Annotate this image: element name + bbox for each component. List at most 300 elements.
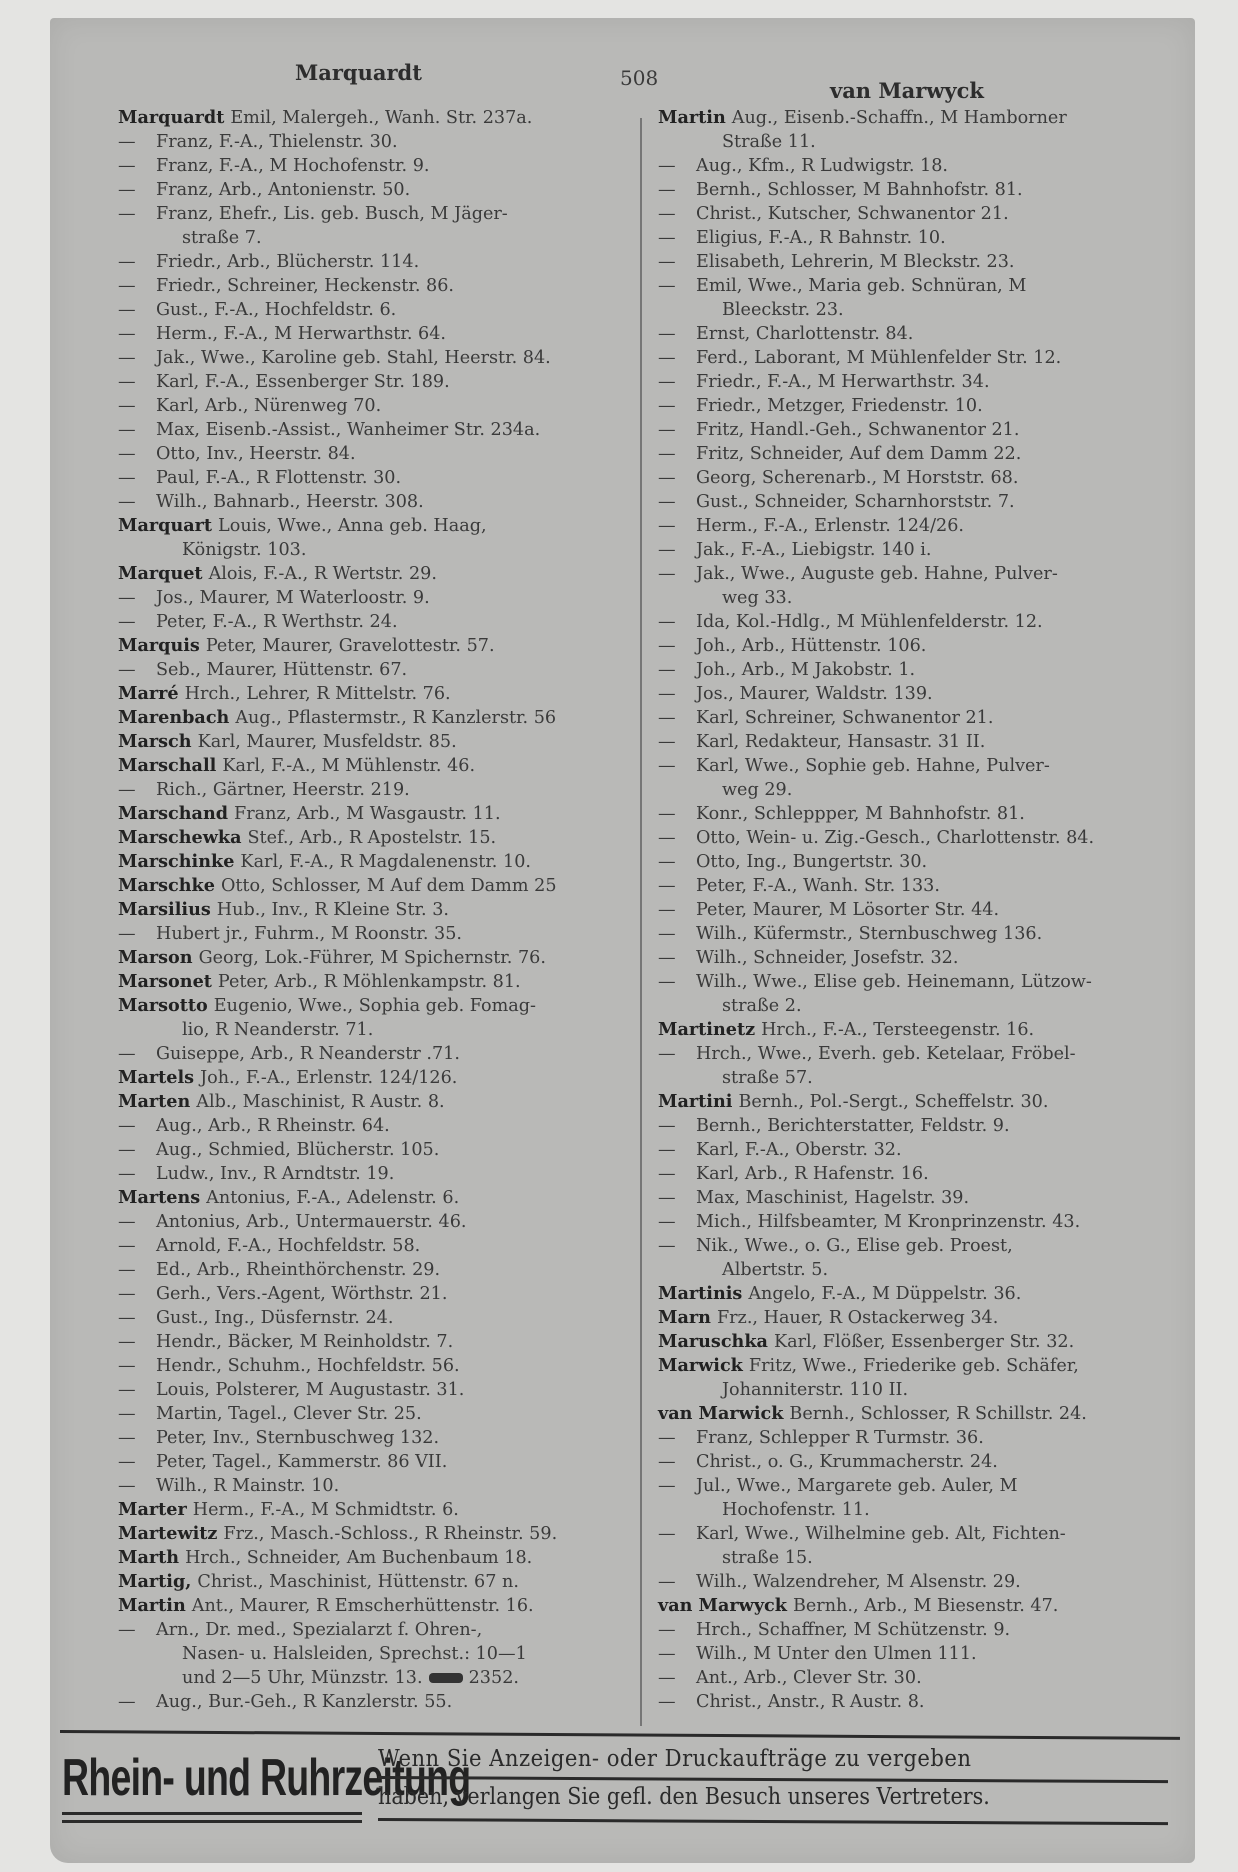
- ditto-dash: —: [118, 1116, 136, 1136]
- entry-details: Otto, Wein- u. Zig.-Gesch., Charlottenstr. 84.: [696, 828, 1095, 848]
- directory-entry: [118, 1570, 658, 1594]
- directory-entry: [640, 1018, 1185, 1042]
- ditto-dash: —: [118, 1140, 136, 1160]
- entry-details: Fritz, Handl.-Geh., Schwanentor 21.: [696, 420, 1020, 440]
- directory-entry: [118, 418, 658, 442]
- entry-details: Bernh., Berichterstatter, Feldstr. 9.: [696, 1116, 1010, 1136]
- ditto-dash: —: [118, 468, 136, 488]
- ditto-dash: —: [118, 924, 136, 944]
- entry-details: Fritz, Schneider, Auf dem Damm 22.: [696, 444, 1022, 464]
- ditto-dash: —: [658, 1140, 676, 1160]
- entry-surname: Marn: [658, 1307, 711, 1328]
- ad-mid-rule: [378, 1776, 1168, 1783]
- ditto-dash: —: [118, 1236, 136, 1256]
- page-header: [50, 46, 1195, 103]
- directory-entry: [118, 514, 658, 562]
- directory-entry: [118, 586, 658, 610]
- entry-continuation-text: lio, R Neanderstr. 71.: [182, 1020, 374, 1040]
- directory-entry: [640, 1138, 1185, 1162]
- directory-entry: [640, 1690, 1185, 1714]
- directory-entry: [118, 802, 658, 826]
- entry-details: Bernh., Schlosser, R Schillstr. 24.: [789, 1404, 1087, 1424]
- directory-entry: [640, 250, 1185, 274]
- ditto-dash: —: [118, 1212, 136, 1232]
- ad-title-underline: [62, 1820, 362, 1823]
- entry-details: Hendr., Schuhm., Hochfeldstr. 56.: [156, 1356, 460, 1376]
- entry-surname: Marsch: [118, 731, 192, 752]
- ditto-dash: —: [658, 204, 676, 224]
- entry-details: Angelo, F.-A., M Düppelstr. 36.: [748, 1284, 1022, 1304]
- directory-entry: [118, 1354, 658, 1378]
- ditto-dash: —: [658, 1644, 676, 1664]
- directory-entry: [640, 154, 1185, 178]
- entry-surname: Marquet: [118, 563, 203, 584]
- entry-details: Wilh., Bahnarb., Heerstr. 308.: [156, 492, 424, 512]
- header-left-catchword: Marquardt: [295, 60, 422, 85]
- entry-continuation-text: straße 2.: [722, 996, 802, 1016]
- entry-details: Antonius, Arb., Untermauerstr. 46.: [156, 1212, 467, 1232]
- ditto-dash: —: [658, 828, 676, 848]
- entry-details: Karl, F.-A., Essenberger Str. 189.: [156, 372, 450, 392]
- entry-details: Christ., Kutscher, Schwanentor 21.: [696, 204, 1009, 224]
- entry-surname: Marschewka: [118, 827, 242, 848]
- ditto-dash: —: [118, 1284, 136, 1304]
- directory-entry: [118, 970, 658, 994]
- entry-details: Peter, Inv., Sternbuschweg 132.: [156, 1428, 440, 1448]
- entry-continuation-text: Nasen- u. Halsleiden, Sprechst.: 10—1: [182, 1644, 527, 1664]
- entry-details: Friedr., Arb., Blücherstr. 114.: [156, 252, 420, 272]
- directory-entry: [118, 1522, 658, 1546]
- ad-top-rule: [60, 1730, 1180, 1740]
- directory-entry: [118, 754, 658, 778]
- entry-details: Franz, Ehefr., Lis. geb. Busch, M Jäger-: [156, 204, 508, 224]
- entry-surname: Martinetz: [658, 1019, 756, 1040]
- entry-details: Franz, Schlepper R Turmstr. 36.: [696, 1428, 984, 1448]
- entry-continuation: [118, 538, 658, 562]
- entry-details: Franz, Arb., M Wasgaustr. 11.: [234, 804, 501, 824]
- directory-entry: [118, 1426, 658, 1450]
- entry-details: Hub., Inv., R Kleine Str. 3.: [216, 900, 449, 920]
- entry-details: Jos., Maurer, M Waterloostr. 9.: [156, 588, 430, 608]
- entry-details: Ant., Arb., Clever Str. 30.: [696, 1668, 922, 1688]
- ditto-dash: —: [658, 492, 676, 512]
- entry-details: Paul, F.-A., R Flottenstr. 30.: [156, 468, 402, 488]
- entry-details: Georg, Scherenarb., M Horststr. 68.: [696, 468, 1019, 488]
- ditto-dash: —: [658, 1668, 676, 1688]
- directory-entry: [640, 898, 1185, 922]
- ditto-dash: —: [658, 876, 676, 896]
- ditto-dash: —: [118, 1620, 136, 1640]
- directory-entry: [640, 634, 1185, 658]
- entry-surname: Martewitz: [118, 1523, 218, 1544]
- entry-surname: Marschall: [118, 755, 217, 776]
- directory-entry: [640, 610, 1185, 634]
- directory-entry: [118, 1594, 658, 1618]
- directory-entry: [118, 1690, 658, 1714]
- entry-details: Joh., F.-A., Erlenstr. 124/126.: [200, 1068, 458, 1088]
- directory-entry: [118, 298, 658, 322]
- directory-entry: [640, 346, 1185, 370]
- directory-entry: [118, 682, 658, 706]
- directory-entry: [640, 1186, 1185, 1210]
- directory-entry: [118, 1258, 658, 1282]
- ditto-dash: —: [658, 1524, 676, 1544]
- entry-details: Aug., Arb., R Rheinstr. 64.: [156, 1116, 390, 1136]
- entry-continuation-text: Albertstr. 5.: [722, 1260, 829, 1280]
- directory-entry: [640, 1162, 1185, 1186]
- entry-details: Friedr., Schreiner, Heckenstr. 86.: [156, 276, 455, 296]
- directory-entry: [640, 1402, 1185, 1426]
- directory-entry: [118, 1114, 658, 1138]
- ad-title: Rhein- und Ruhrzeitung: [62, 1749, 471, 1807]
- ditto-dash: —: [118, 1380, 136, 1400]
- entry-details: Bernh., Pol.-Sergt., Scheffelstr. 30.: [738, 1092, 1049, 1112]
- ditto-dash: —: [118, 660, 136, 680]
- ditto-dash: —: [658, 252, 676, 272]
- entry-details: Karl, Schreiner, Schwanentor 21.: [696, 708, 994, 728]
- directory-entry: [118, 1282, 658, 1306]
- entry-details: Hrch., Schaffner, M Schützenstr. 9.: [696, 1620, 1011, 1640]
- entry-details: Karl, Redakteur, Hansastr. 31 II.: [696, 732, 986, 752]
- directory-entry: [640, 538, 1185, 562]
- ditto-dash: —: [118, 444, 136, 464]
- entry-surname: Marré: [118, 683, 179, 704]
- ditto-dash: —: [658, 660, 676, 680]
- ditto-dash: —: [118, 612, 136, 632]
- directory-entry: [118, 202, 658, 250]
- entry-details: Georg, Lok.-Führer, M Spichernstr. 76.: [198, 948, 546, 968]
- directory-entry: [118, 250, 658, 274]
- ditto-dash: —: [658, 852, 676, 872]
- directory-entry: [118, 1378, 658, 1402]
- entry-details: Christ., o. G., Krummacherstr. 24.: [696, 1452, 998, 1472]
- directory-entry: [640, 322, 1185, 346]
- entry-details: Elisabeth, Lehrerin, M Bleckstr. 23.: [696, 252, 1015, 272]
- entry-details: Jos., Maurer, Waldstr. 139.: [696, 684, 933, 704]
- entry-details: Max, Maschinist, Hagelstr. 39.: [696, 1188, 970, 1208]
- entry-details: Arn., Dr. med., Spezialarzt f. Ohren-,: [156, 1620, 483, 1640]
- ditto-dash: —: [118, 180, 136, 200]
- entry-details: Stef., Arb., R Apostelstr. 15.: [247, 828, 497, 848]
- directory-entry: [118, 274, 658, 298]
- directory-entry: [118, 1042, 658, 1066]
- entry-details: Guiseppe, Arb., R Neanderstr .71.: [156, 1044, 460, 1064]
- directory-entry: [640, 370, 1185, 394]
- entry-details: Friedr., Metzger, Friedenstr. 10.: [696, 396, 983, 416]
- ditto-dash: —: [658, 540, 676, 560]
- ditto-dash: —: [658, 396, 676, 416]
- directory-entry: [640, 946, 1185, 970]
- directory-entry: [118, 874, 658, 898]
- ditto-dash: —: [118, 1164, 136, 1184]
- entry-surname: van Marwyck: [658, 1595, 787, 1616]
- entry-details: Arnold, F.-A., Hochfeldstr. 58.: [156, 1236, 421, 1256]
- ditto-dash: —: [118, 372, 136, 392]
- directory-entry: [640, 970, 1185, 1018]
- directory-entry: [118, 394, 658, 418]
- entry-details: Aug., Schmied, Blücherstr. 105.: [156, 1140, 440, 1160]
- entry-continuation: [658, 586, 1185, 610]
- entry-details: Antonius, F.-A., Adelenstr. 6.: [206, 1188, 460, 1208]
- entry-details: Peter, Arb., R Möhlenkampstr. 81.: [217, 972, 521, 992]
- entry-details: Hrch., Wwe., Everh. geb. Ketelaar, Fröbel-: [696, 1044, 1076, 1064]
- directory-entry: [118, 922, 658, 946]
- directory-entry: [118, 778, 658, 802]
- entry-surname: Marschke: [118, 875, 215, 896]
- directory-entry: [640, 202, 1185, 226]
- ditto-dash: —: [658, 180, 676, 200]
- entry-continuation-text: straße 7.: [182, 228, 262, 248]
- entry-details: Max, Eisenb.-Assist., Wanheimer Str. 234a.: [156, 420, 541, 440]
- entry-surname: Martels: [118, 1067, 195, 1088]
- entry-details: Peter, Maurer, M Lösorter Str. 44.: [696, 900, 1000, 920]
- directory-entry: [118, 1546, 658, 1570]
- ditto-dash: —: [118, 1044, 136, 1064]
- entry-details: Aug., Kfm., R Ludwigstr. 18.: [696, 156, 948, 176]
- directory-entry: [640, 730, 1185, 754]
- directory-entry: [118, 946, 658, 970]
- entry-details: Karl, Arb., R Hafenstr. 16.: [696, 1164, 929, 1184]
- directory-entry: [118, 106, 658, 130]
- ditto-dash: —: [118, 1308, 136, 1328]
- directory-entry: [118, 1618, 658, 1690]
- entry-continuation: [658, 298, 1185, 322]
- directory-entry: [118, 1498, 658, 1522]
- entry-details: Wilh., Küfermstr., Sternbuschweg 136.: [696, 924, 1043, 944]
- directory-entry: [118, 658, 658, 682]
- entry-details: Bernh., Schlosser, M Bahnhofstr. 81.: [696, 180, 1023, 200]
- entry-details: Franz, Arb., Antonienstr. 50.: [156, 180, 411, 200]
- ditto-dash: —: [118, 492, 136, 512]
- entry-details: Eligius, F.-A., R Bahnstr. 10.: [696, 228, 946, 248]
- directory-entry: [640, 466, 1185, 490]
- entry-details: Karl, Wwe., Wilhelmine geb. Alt, Fichten-: [696, 1524, 1066, 1544]
- ditto-dash: —: [658, 1116, 676, 1136]
- ditto-dash: —: [658, 612, 676, 632]
- directory-entry: [640, 826, 1185, 850]
- ditto-dash: —: [658, 1044, 676, 1064]
- ditto-dash: —: [118, 588, 136, 608]
- directory-entry: [118, 994, 658, 1042]
- entry-surname: Martinis: [658, 1283, 743, 1304]
- entry-continuation-text: straße 15.: [722, 1548, 813, 1568]
- directory-entry: [118, 850, 658, 874]
- directory-entry: [640, 1354, 1185, 1402]
- entry-continuation: [118, 226, 658, 250]
- entry-continuation-text: weg 33.: [722, 588, 793, 608]
- ditto-dash: —: [658, 1452, 676, 1472]
- directory-entry: [640, 1090, 1185, 1114]
- directory-entry: [640, 1594, 1185, 1618]
- directory-entry: [118, 898, 658, 922]
- entry-details: Franz, F.-A., Thielenstr. 30.: [156, 132, 398, 152]
- directory-entry: [118, 634, 658, 658]
- telephone-icon: [429, 1673, 463, 1683]
- entry-details: Bernh., Arb., M Biesenstr. 47.: [792, 1596, 1059, 1616]
- entry-details: Hrch., F.-A., Tersteegenstr. 16.: [761, 1020, 1035, 1040]
- directory-entry: [118, 1210, 658, 1234]
- entry-continuation-text: Königstr. 103.: [182, 540, 307, 560]
- ditto-dash: —: [118, 132, 136, 152]
- entry-details: Aug., Pflastermstr., R Kanzlerstr. 56: [235, 708, 557, 728]
- directory-entry: [640, 442, 1185, 466]
- directory-entry: [640, 178, 1185, 202]
- ditto-dash: —: [118, 1476, 136, 1496]
- entry-continuation: [658, 1378, 1185, 1402]
- directory-entry: [118, 730, 658, 754]
- ditto-dash: —: [118, 204, 136, 224]
- directory-entry: [118, 322, 658, 346]
- entry-details: Mich., Hilfsbeamter, M Kronprinzenstr. 43.: [696, 1212, 1081, 1232]
- directory-entry: [118, 1090, 658, 1114]
- ditto-dash: —: [658, 372, 676, 392]
- ditto-dash: —: [658, 948, 676, 968]
- header-right-catchword: van Marwyck: [830, 78, 984, 103]
- directory-entry: [118, 1450, 658, 1474]
- entry-details: Fritz, Wwe., Friederike geb. Schäfer,: [748, 1356, 1079, 1376]
- directory-entry: [640, 1282, 1185, 1306]
- ditto-dash: —: [658, 420, 676, 440]
- ditto-dash: —: [658, 708, 676, 728]
- directory-entry: [640, 706, 1185, 730]
- entry-surname: Marter: [118, 1499, 187, 1520]
- ditto-dash: —: [118, 348, 136, 368]
- entry-details: Ida, Kol.-Hdlg., M Mühlenfelderstr. 12.: [696, 612, 1043, 632]
- entry-continuation: [658, 1066, 1185, 1090]
- entry-continuation: [658, 130, 1185, 154]
- entry-continuation: [658, 1546, 1185, 1570]
- entry-details: Karl, Wwe., Sophie geb. Hahne, Pulver-: [696, 756, 1050, 776]
- entry-details: Wilh., R Mainstr. 10.: [156, 1476, 340, 1496]
- directory-entry: [640, 1234, 1185, 1282]
- directory-entry: [640, 802, 1185, 826]
- entry-surname: Marsilius: [118, 899, 211, 920]
- entry-details: Ferd., Laborant, M Mühlenfelder Str. 12.: [696, 348, 1062, 368]
- entry-surname: Martig,: [118, 1571, 192, 1592]
- ditto-dash: —: [658, 324, 676, 344]
- directory-entry: [640, 562, 1185, 610]
- entry-continuation: [658, 994, 1185, 1018]
- directory-entry: [640, 490, 1185, 514]
- directory-entry: [640, 682, 1185, 706]
- entry-details: Alb., Maschinist, R Austr. 8.: [196, 1092, 445, 1112]
- ditto-dash: —: [658, 1236, 676, 1256]
- entry-details: Gust., F.-A., Hochfeldstr. 6.: [156, 300, 397, 320]
- entry-details: Hrch., Schneider, Am Buchenbaum 18.: [185, 1548, 533, 1568]
- ditto-dash: —: [118, 1452, 136, 1472]
- entry-surname: Marenbach: [118, 707, 230, 728]
- directory-entry: [640, 1114, 1185, 1138]
- directory-entry: [640, 1522, 1185, 1570]
- entry-surname: Marquis: [118, 635, 200, 656]
- ditto-dash: —: [658, 1620, 676, 1640]
- entry-continuation-text: Hochofenstr. 11.: [722, 1500, 870, 1520]
- ditto-dash: —: [118, 156, 136, 176]
- ditto-dash: —: [118, 1356, 136, 1376]
- ditto-dash: —: [118, 396, 136, 416]
- entry-details: Martin, Tagel., Clever Str. 25.: [156, 1404, 422, 1424]
- entry-details: Seb., Maurer, Hüttenstr. 67.: [156, 660, 408, 680]
- ditto-dash: —: [658, 348, 676, 368]
- ditto-dash: —: [118, 300, 136, 320]
- entry-details: Karl, F.-A., R Magdalenenstr. 10.: [240, 852, 531, 872]
- ditto-dash: —: [658, 1212, 676, 1232]
- entry-details: Franz, F.-A., M Hochofenstr. 9.: [156, 156, 430, 176]
- directory-entry: [118, 610, 658, 634]
- directory-entry: [640, 1642, 1185, 1666]
- ditto-dash: —: [658, 1572, 676, 1592]
- entry-details: Frz., Hauer, R Ostackerweg 34.: [716, 1308, 999, 1328]
- directory-entry: [118, 346, 658, 370]
- directory-entry: [118, 1066, 658, 1090]
- ditto-dash: —: [658, 156, 676, 176]
- entry-surname: Maruschka: [658, 1331, 768, 1352]
- directory-entry: [118, 1138, 658, 1162]
- entry-surname: Martini: [658, 1091, 733, 1112]
- ad-text-line-2: haben, verlangen Sie gefl. den Besuch unseres Vertreters.: [378, 1784, 990, 1810]
- ditto-dash: —: [658, 732, 676, 752]
- entry-details: Otto, Ing., Bungertstr. 30.: [696, 852, 928, 872]
- entry-details: Joh., Arb., M Jakobstr. 1.: [696, 660, 916, 680]
- entry-continuation-text: Johanniterstr. 110 II.: [722, 1380, 909, 1400]
- left-column: [118, 106, 658, 1714]
- directory-entry: [118, 370, 658, 394]
- entry-details: Karl, Maurer, Musfeldstr. 85.: [197, 732, 457, 752]
- entry-surname: Marquart: [118, 515, 213, 536]
- entry-details: Jak., Wwe., Auguste geb. Hahne, Pulver-: [696, 564, 1058, 584]
- entry-surname: van Marwick: [658, 1403, 784, 1424]
- directory-entry: [640, 1570, 1185, 1594]
- ditto-dash: —: [658, 972, 676, 992]
- ditto-dash: —: [118, 1692, 136, 1712]
- directory-entry: [118, 826, 658, 850]
- directory-entry: [118, 154, 658, 178]
- entry-surname: Marsotto: [118, 995, 208, 1016]
- directory-entry: [118, 1402, 658, 1426]
- ditto-dash: —: [658, 1428, 676, 1448]
- entry-continuation: [658, 1258, 1185, 1282]
- directory-entry: [640, 106, 1185, 154]
- directory-page: [50, 18, 1195, 1863]
- ditto-dash: —: [118, 1260, 136, 1280]
- directory-entry: [640, 1618, 1185, 1642]
- entry-continuation-text: straße 57.: [722, 1068, 813, 1088]
- entry-details: Gust., Schneider, Scharnhorststr. 7.: [696, 492, 1015, 512]
- entry-details: Ed., Arb., Rheinthörchenstr. 29.: [156, 1260, 441, 1280]
- ditto-dash: —: [118, 252, 136, 272]
- directory-entry: [640, 1330, 1185, 1354]
- ditto-dash: —: [658, 276, 676, 296]
- directory-entry: [640, 394, 1185, 418]
- directory-entry: [640, 922, 1185, 946]
- entry-continuation: [658, 778, 1185, 802]
- entry-details: Emil, Malergeh., Wanh. Str. 237a.: [230, 108, 533, 128]
- directory-entry: [118, 178, 658, 202]
- entry-surname: Marten: [118, 1091, 191, 1112]
- entry-details: Aug., Eisenb.-Schaffn., M Hamborner: [731, 108, 1067, 128]
- entry-details: Hrch., Lehrer, R Mittelstr. 76.: [184, 684, 451, 704]
- directory-entry: [640, 1306, 1185, 1330]
- directory-entry: [640, 1666, 1185, 1690]
- directory-entry: [640, 850, 1185, 874]
- entry-details: Herm., F.-A., M Herwarthstr. 64.: [156, 324, 446, 344]
- entry-details: Herm., F.-A., M Schmidtstr. 6.: [192, 1500, 459, 1520]
- phone-number: 2352.: [468, 1668, 519, 1688]
- entry-details: Peter, Maurer, Gravelottestr. 57.: [205, 636, 495, 656]
- directory-entry: [640, 1450, 1185, 1474]
- directory-entry: [118, 1186, 658, 1210]
- entry-details: Herm., F.-A., Erlenstr. 124/26.: [696, 516, 964, 536]
